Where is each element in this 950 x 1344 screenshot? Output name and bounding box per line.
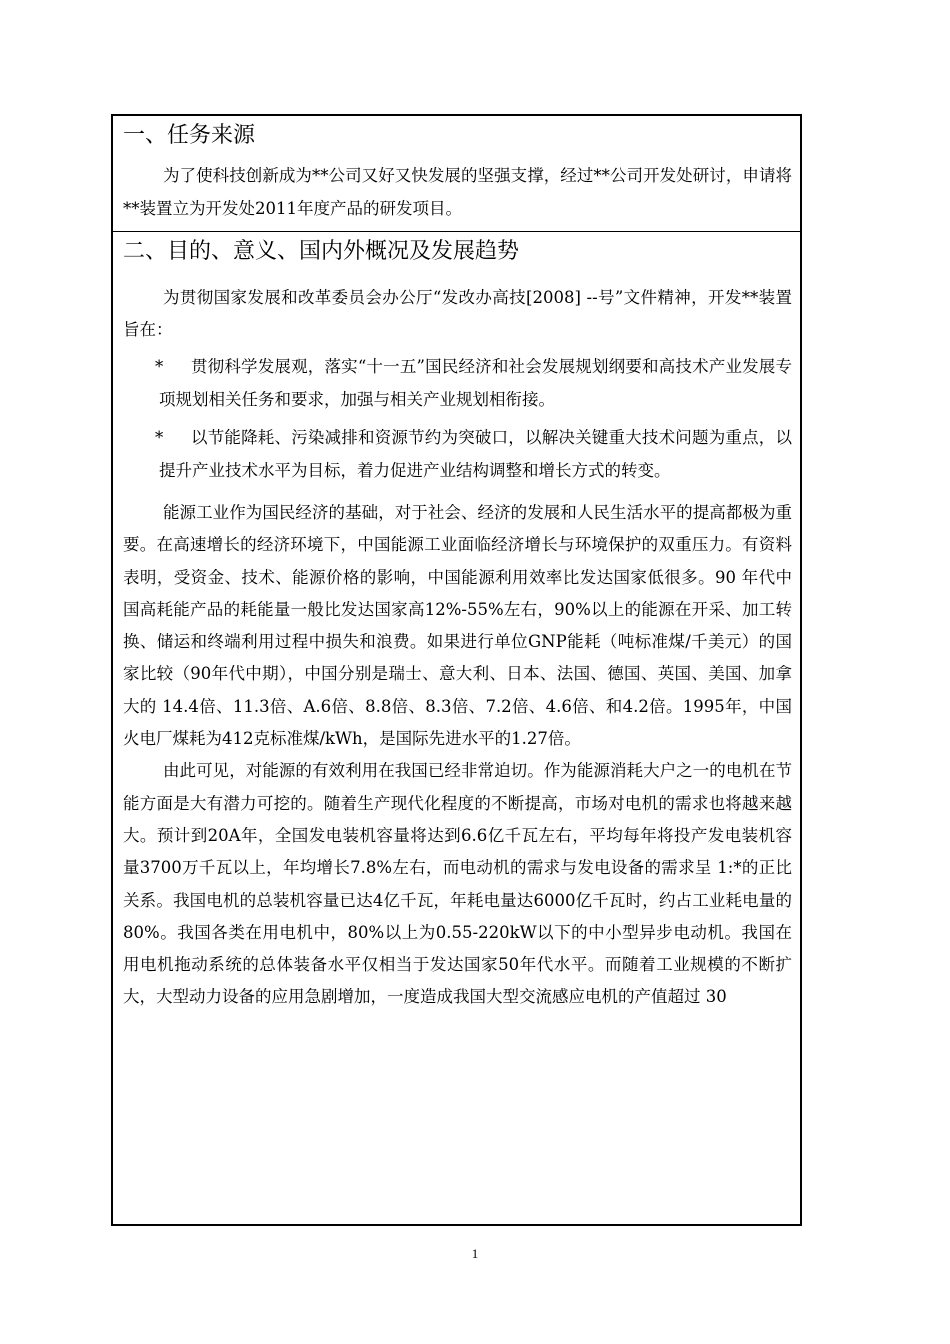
bullet-item xyxy=(113,421,800,487)
section2-title: 二、目的、意义、国内外概况及发展趋势 xyxy=(123,239,520,264)
bullet-text: 贯彻科学发展观，落实“十一五”国民经济和社会发展规划纲要和高技术产业发展专项规划相关任务和要求，加强与相关产业规划相衔接。 xyxy=(159,357,792,409)
section1-paragraph: 为了使科技创新成为**公司又好又快发展的坚强支撑，经过**公司开发处研讨，申请将**装置立为开发处2011年度产品的研发项目。 xyxy=(123,166,792,218)
section2-intro: 为贯彻国家发展和改革委员会办公厅“发改办高技[2008] --号”文件精神，开发**装置旨在： xyxy=(123,288,792,339)
page-number: 1 xyxy=(471,1246,479,1261)
bullet-mark: * xyxy=(155,428,164,447)
body-paragraph: 由此可见，对能源的有效利用在我国已经非常迫切。作为能源消耗大户之一的电机在节能方面是大有潜力可挖的。随着生产现代化程度的不断提高，市场对电机的需求也将越来越大。预计到20A年，全国发电装机容量将达到6.6亿千瓦左右，平均每年将投产发电装机容量3700万千瓦以上，年均增长7.8%左右，而电动机的需求与发电设备的需求呈 1:*的正比关系。我国电机的总装机容量已达4亿千瓦，年耗电量达6000亿千瓦时，约占工业耗电量的80%。我国各类在用电机中，80%以上为0.55-220kW以下的中小型异步电动机。我国在用电机拖动系统的总体装备水平仅相当于发达国家50年代水平。而随着工业规模的不断扩大，大型动力设备的应用急剧增加，一度造成我国大型交流感应电机的产值超过 30 xyxy=(123,761,792,1007)
document-frame xyxy=(111,114,802,1226)
bullet-mark: * xyxy=(155,357,164,376)
bullet-item xyxy=(113,350,800,416)
body-paragraph: 能源工业作为国民经济的基础，对于社会、经济的发展和人民生活水平的提高都极为重要。在高速增长的经济环境下，中国能源工业面临经济增长与环境保护的双重压力。有资料表明，受资金、技术、能源价格的影响，中国能源利用效率比发达国家低很多。90 年代中国高耗能产品的耗能量一般比发达国家高12%-55%左右，90%以上的能源在开采、加工转换、储运和终端利用过程中损失和浪费。如果进行单位GNP能耗（吨标准煤/千美元）的国家比较（90年代中期），中国分别是瑞士、意大利、日本、法国、德国、英国、美国、加拿大的 14.4倍、11.3倍、A.6倍、8.8倍、8.3倍、7.2倍、4.6倍、和4.2倍。1995年，中国火电厂煤耗为412克标准煤/kWh，是国际先进水平的1.27倍。 xyxy=(123,503,792,749)
section1-title: 一、任务来源 xyxy=(123,123,256,148)
bullet-text: 以节能降耗、污染减排和资源节约为突破口，以解决关键重大技术问题为重点，以提升产业技术水平为目标，着力促进产业结构调整和增长方式的转变。 xyxy=(159,428,792,480)
